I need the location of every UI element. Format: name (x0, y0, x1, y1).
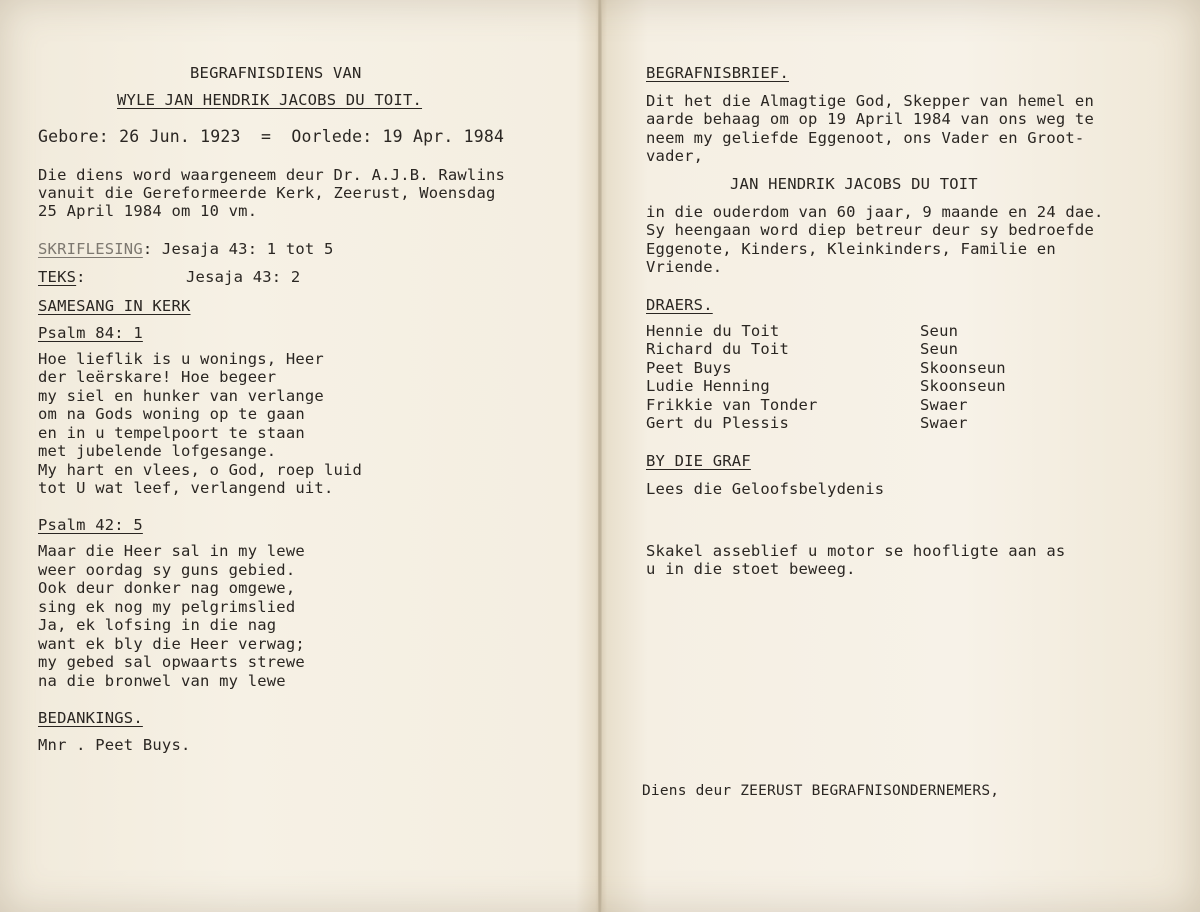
psalm-42-line: my gebed sal opwaarts strewe (38, 653, 305, 671)
psalm-42-line: weer oordag sy guns gebied. (38, 561, 296, 579)
bearer-relation: Seun (920, 322, 959, 340)
bearer-relation: Swaer (920, 414, 968, 432)
psalm-84-line: my siel en hunker van verlange (38, 387, 324, 405)
text-colon: : (76, 268, 86, 286)
bearer-relation: Skoonseun (920, 359, 1006, 377)
letter-heading: BEGRAFNISBRIEF. (646, 64, 789, 82)
psalm-84-line: tot U wat leef, verlangend uit. (38, 479, 334, 497)
scripture-label: SKRIFLESING (38, 240, 143, 258)
bearer-name: Hennie du Toit (646, 322, 780, 340)
age-line: Sy heengaan word diep betreur deur sy bedroefde (646, 221, 1094, 239)
notice-line: Skakel asseblief u motor se hoofligte aan as (646, 542, 1066, 560)
psalm-84-line: om na Gods woning op te gaan (38, 405, 305, 423)
psalm-42-line: Ja, ek lofsing in die nag (38, 616, 277, 634)
thanks-value: Mnr . Peet Buys. (38, 736, 191, 754)
singing-heading: SAMESANG IN KERK (38, 297, 191, 315)
notice-line: u in die stoet beweeg. (646, 560, 856, 578)
psalm-84-line: My hart en vlees, o God, roep luid (38, 461, 363, 479)
thanks-heading: BEDANKINGS. (38, 709, 143, 727)
psalm-42-line: sing ek nog my pelgrimslied (38, 598, 296, 616)
bearer-name: Richard du Toit (646, 340, 789, 358)
bearer-relation: Skoonseun (920, 377, 1006, 395)
psalm-42-line: Ook deur donker nag omgewe, (38, 579, 296, 597)
right-page (602, 0, 1200, 912)
bearer-relation: Seun (920, 340, 959, 358)
letter-line: aarde behaag om op 19 April 1984 van ons weg te (646, 110, 1094, 128)
left-page (0, 0, 598, 912)
letter-line: vader, (646, 147, 704, 165)
bearer-name: Frikkie van Tonder (646, 396, 818, 414)
bearer-name: Ludie Henning (646, 377, 770, 395)
psalm-42-line: na die bronwel van my lewe (38, 672, 286, 690)
text-value: Jesaja 43: 2 (186, 268, 301, 286)
psalm-84-line: met jubelende lofgesange. (38, 442, 277, 460)
bearer-name: Gert du Plessis (646, 414, 789, 432)
psalm-42-line: Maar die Heer sal in my lewe (38, 542, 305, 560)
psalm-84-line: Hoe lieflik is u wonings, Heer (38, 350, 324, 368)
letter-line: Dit het die Almagtige God, Skepper van hemel en (646, 92, 1094, 110)
psalm-84-line: der leërskare! Hoe begeer (38, 368, 277, 386)
undertaker-footer: Diens deur ZEERUST BEGRAFNISONDERNEMERS, (642, 783, 1000, 799)
scripture-reading (38, 240, 334, 258)
grave-heading: BY DIE GRAF (646, 452, 751, 470)
age-line: Vriende. (646, 258, 723, 276)
sermon-text (38, 268, 86, 286)
service-line-1: Die diens word waargeneem deur Dr. A.J.B. Rawlins (38, 166, 506, 184)
bearer-relation: Swaer (920, 396, 968, 414)
psalm-42-line: want ek bly die Heer verwag; (38, 635, 305, 653)
psalm-42-title: Psalm 42: 5 (38, 516, 143, 534)
grave-text: Lees die Geloofsbelydenis (646, 480, 885, 498)
deceased-name: WYLE JAN HENDRIK JACOBS DU TOIT. (117, 91, 423, 109)
deceased-name-letter: JAN HENDRIK JACOBS DU TOIT (730, 175, 978, 193)
scripture-value: : Jesaja 43: 1 tot 5 (142, 240, 334, 258)
psalm-84-title: Psalm 84: 1 (38, 324, 143, 342)
psalm-84-line: en in u tempelpoort te staan (38, 424, 305, 442)
age-line: in die ouderdom van 60 jaar, 9 maande en 24 dae. (646, 203, 1104, 221)
text-label: TEKS (38, 268, 77, 286)
bearers-heading: DRAERS. (646, 296, 713, 314)
service-line-3: 25 April 1984 om 10 vm. (38, 202, 258, 220)
bearer-name: Peet Buys (646, 359, 732, 377)
age-line: Eggenote, Kinders, Kleinkinders, Familie en (646, 240, 1056, 258)
program-title: BEGRAFNISDIENS VAN (190, 64, 362, 82)
letter-line: neem my geliefde Eggenoot, ons Vader en Groot- (646, 129, 1085, 147)
service-line-2: vanuit die Gereformeerde Kerk, Zeerust, Woensdag (38, 184, 496, 202)
birth-death-dates: Gebore: 26 Jun. 1923 = Oorlede: 19 Apr. 1984 (38, 127, 505, 146)
